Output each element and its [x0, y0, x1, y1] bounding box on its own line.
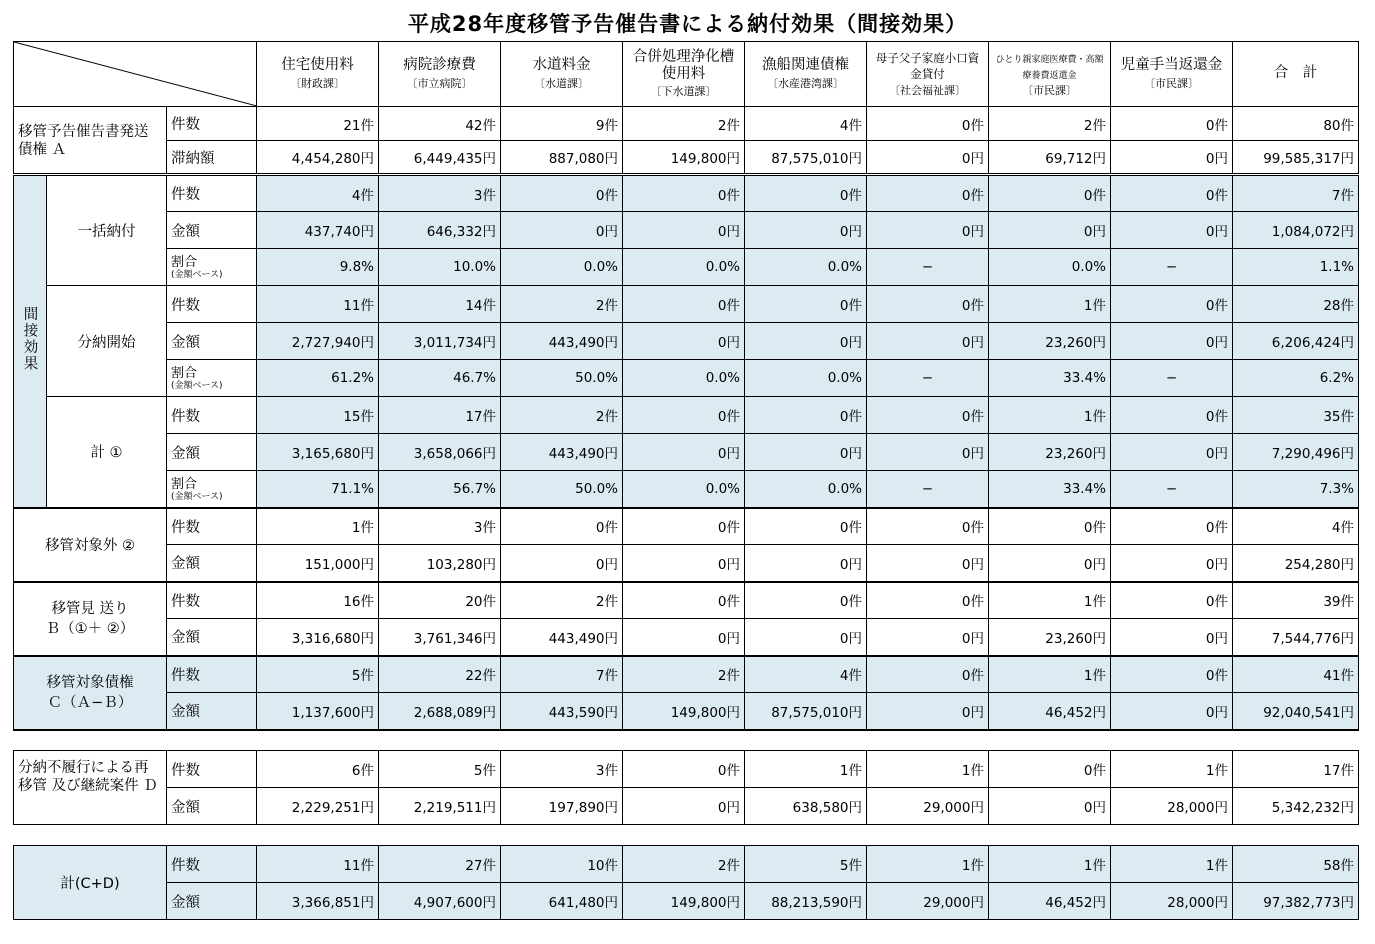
cell: 0円 [1111, 323, 1233, 360]
cell: 638,580円 [745, 788, 867, 825]
total-cd-label: 計(C+D) [14, 846, 167, 920]
cell: 3,316,680円 [257, 619, 379, 656]
cell: 0.0% [623, 360, 745, 397]
col-header-0: 住宅使用料 〔財政課〕 [257, 42, 379, 107]
lump-count-row [14, 175, 1359, 212]
cell: 0円 [989, 545, 1111, 582]
cell: 0.0% [989, 249, 1111, 286]
cell: 2,229,251円 [257, 788, 379, 825]
cell: 0円 [623, 323, 745, 360]
col-header-total: 合 計 [1233, 42, 1359, 107]
cell: 1件 [989, 397, 1111, 434]
cell-total: 39件 [1233, 582, 1359, 619]
row-label-amount: 金額 [167, 788, 257, 825]
cell: 0件 [745, 582, 867, 619]
row-label-amount: 金額 [167, 434, 257, 471]
cell: 1件 [989, 286, 1111, 323]
row-label-count: 件数 [167, 846, 257, 883]
cell: 3件 [501, 751, 623, 788]
main-table [13, 41, 1359, 731]
cell-total: 92,040,541円 [1233, 693, 1359, 730]
cell: 0件 [1111, 107, 1233, 141]
cell: 1件 [989, 656, 1111, 693]
cell: 69,712円 [989, 141, 1111, 175]
cell-total: 17件 [1233, 751, 1359, 788]
cell: 0件 [867, 582, 989, 619]
row-label-ratio: 割合 (金額ベース) [167, 360, 257, 397]
cell: 0円 [867, 693, 989, 730]
cell-total: 7件 [1233, 175, 1359, 212]
cell: 2件 [623, 846, 745, 883]
c-amount-row [14, 693, 1359, 730]
cell: 0件 [745, 286, 867, 323]
cell: − [1111, 471, 1233, 508]
cell: 5件 [257, 656, 379, 693]
cell: 0円 [867, 141, 989, 175]
cell: 0円 [989, 212, 1111, 249]
cell: 0件 [1111, 175, 1233, 212]
cell: 29,000円 [867, 788, 989, 825]
lump-ratio-row [14, 249, 1359, 286]
cell: 641,480円 [501, 883, 623, 920]
cell: 0円 [623, 434, 745, 471]
cell: 0.0% [623, 249, 745, 286]
cell: 4,907,600円 [379, 883, 501, 920]
cell: 2件 [501, 286, 623, 323]
t-amount-row [14, 883, 1359, 920]
cell: 7件 [501, 656, 623, 693]
cell: 0件 [867, 107, 989, 141]
cell: 87,575,010円 [745, 141, 867, 175]
cell: 71.1% [257, 471, 379, 508]
cell-total: 7.3% [1233, 471, 1359, 508]
inst-amount-row [14, 323, 1359, 360]
cell: 1件 [989, 582, 1111, 619]
cell: 2件 [501, 582, 623, 619]
col-header-4: 漁船関連債権 〔水産港湾課〕 [745, 42, 867, 107]
cell: 5件 [745, 846, 867, 883]
b-amount-row [14, 619, 1359, 656]
cell: 23,260円 [989, 434, 1111, 471]
cell: 0件 [745, 175, 867, 212]
cell-total: 80件 [1233, 107, 1359, 141]
cell: 9.8% [257, 249, 379, 286]
cell-total: 6.2% [1233, 360, 1359, 397]
cell: 151,000円 [257, 545, 379, 582]
cell: 0円 [1111, 212, 1233, 249]
cell: 4件 [745, 656, 867, 693]
cell: 15件 [257, 397, 379, 434]
cell: 2件 [623, 107, 745, 141]
cell: 0円 [745, 545, 867, 582]
header-row [14, 42, 1359, 107]
cell: 0件 [745, 397, 867, 434]
cell: 0円 [745, 434, 867, 471]
cell: 0円 [745, 619, 867, 656]
cell: 0件 [989, 175, 1111, 212]
cell: 0円 [1111, 693, 1233, 730]
a-count-row [14, 107, 1359, 141]
cell-total: 41件 [1233, 656, 1359, 693]
cell: 0件 [1111, 656, 1233, 693]
cell: 50.0% [501, 360, 623, 397]
cell: 3件 [379, 175, 501, 212]
cell: 0円 [501, 212, 623, 249]
cell: 1件 [1111, 751, 1233, 788]
cell: 0.0% [623, 471, 745, 508]
cell: 5件 [379, 751, 501, 788]
cell: 103,280円 [379, 545, 501, 582]
cell: 443,590円 [501, 693, 623, 730]
cell: 42件 [379, 107, 501, 141]
col-header-7: 児童手当返還金 〔市民課〕 [1111, 42, 1233, 107]
cell: 0件 [989, 751, 1111, 788]
cell: 22件 [379, 656, 501, 693]
cell: 0円 [745, 212, 867, 249]
cell: 46,452円 [989, 883, 1111, 920]
cell-total: 7,544,776円 [1233, 619, 1359, 656]
a-arrears-row [14, 141, 1359, 175]
cell: 0円 [1111, 141, 1233, 175]
col-header-5: 母子父子家庭小口資金貸付 〔社会福祉課〕 [867, 42, 989, 107]
cell: 0件 [623, 175, 745, 212]
cell: 9件 [501, 107, 623, 141]
col-header-6: ひとり親家庭医療費・高額療養費返還金 〔市民課〕 [989, 42, 1111, 107]
cell: 2,727,940円 [257, 323, 379, 360]
row-label-count: 件数 [167, 175, 257, 212]
cell: 0.0% [745, 471, 867, 508]
cell: 149,800円 [623, 883, 745, 920]
row-label-ratio: 割合 (金額ベース) [167, 249, 257, 286]
cell: 149,800円 [623, 693, 745, 730]
section-d-label: 分納不履行による再移管 及び継続案件 Ｄ [14, 751, 167, 825]
t-count-row [14, 846, 1359, 883]
cell: 11件 [257, 846, 379, 883]
cell: 0円 [867, 212, 989, 249]
cell: 2,688,089円 [379, 693, 501, 730]
col-header-2: 水道料金 〔水道課〕 [501, 42, 623, 107]
cell: 1件 [989, 846, 1111, 883]
cell-total: 4件 [1233, 508, 1359, 545]
cell: 437,740円 [257, 212, 379, 249]
cell: 0円 [1111, 434, 1233, 471]
cell: 149,800円 [623, 141, 745, 175]
cell: 27件 [379, 846, 501, 883]
cell: 2件 [623, 656, 745, 693]
row-label-count: 件数 [167, 397, 257, 434]
lump-label: 一括納付 [47, 175, 167, 286]
cell: 0円 [745, 323, 867, 360]
row-label-count: 件数 [167, 751, 257, 788]
row-label-amount: 金額 [167, 545, 257, 582]
cell: 0円 [867, 619, 989, 656]
target-c-label: 移管対象債権 Ｃ（Ａ−Ｂ） [14, 656, 167, 730]
cell-total: 7,290,496円 [1233, 434, 1359, 471]
cell: 0円 [623, 619, 745, 656]
defer-b-label: 移管見 送り Ｂ（①＋ ②） [14, 582, 167, 656]
cell: 0件 [867, 508, 989, 545]
cell: 6件 [257, 751, 379, 788]
cell: 3,011,734円 [379, 323, 501, 360]
cell: 23,260円 [989, 619, 1111, 656]
cell: 0円 [1111, 545, 1233, 582]
cell: 0円 [623, 212, 745, 249]
cell: 0件 [1111, 508, 1233, 545]
cell-total: 28件 [1233, 286, 1359, 323]
c-count-row [14, 656, 1359, 693]
cell: 0件 [1111, 286, 1233, 323]
b-count-row [14, 582, 1359, 619]
cell: 1件 [867, 846, 989, 883]
cell: − [867, 471, 989, 508]
cell: − [1111, 360, 1233, 397]
cell: 46.7% [379, 360, 501, 397]
sum-count-row [14, 397, 1359, 434]
cell: 28,000円 [1111, 788, 1233, 825]
cell: 4,454,280円 [257, 141, 379, 175]
row-label-count: 件数 [167, 107, 257, 141]
indirect-effect-label: 間接効果 [14, 175, 47, 508]
cell: 33.4% [989, 360, 1111, 397]
cell: 0円 [989, 788, 1111, 825]
cell-total: 97,382,773円 [1233, 883, 1359, 920]
cell: 3,761,346円 [379, 619, 501, 656]
sum-amount-row [14, 434, 1359, 471]
cell: 10件 [501, 846, 623, 883]
sum1-label: 計 ① [47, 397, 167, 508]
row-label-ratio: 割合 (金額ベース) [167, 471, 257, 508]
cell: 56.7% [379, 471, 501, 508]
cell: 61.2% [257, 360, 379, 397]
row-label-count: 件数 [167, 286, 257, 323]
cell: 0円 [1111, 619, 1233, 656]
row-label-arrears: 滞納額 [167, 141, 257, 175]
cell: − [867, 249, 989, 286]
cell: 1件 [257, 508, 379, 545]
cell: 1件 [1111, 846, 1233, 883]
cell: 0件 [623, 751, 745, 788]
cell: 20件 [379, 582, 501, 619]
lump-amount-row [14, 212, 1359, 249]
cell: 0円 [867, 545, 989, 582]
cell: 0件 [867, 286, 989, 323]
cell: 0件 [867, 656, 989, 693]
cell: 88,213,590円 [745, 883, 867, 920]
table-total-cd [13, 845, 1359, 920]
cell: 0円 [867, 323, 989, 360]
cell: 17件 [379, 397, 501, 434]
cell: 0件 [867, 175, 989, 212]
cell: 0件 [1111, 397, 1233, 434]
cell: 0円 [501, 545, 623, 582]
cell-total: 1.1% [1233, 249, 1359, 286]
cell-total: 35件 [1233, 397, 1359, 434]
cell: − [1111, 249, 1233, 286]
row-label-amount: 金額 [167, 883, 257, 920]
row-label-amount: 金額 [167, 693, 257, 730]
cell: 29,000円 [867, 883, 989, 920]
cell: − [867, 360, 989, 397]
cell-total: 99,585,317円 [1233, 141, 1359, 175]
cell-total: 1,084,072円 [1233, 212, 1359, 249]
cell: 197,890円 [501, 788, 623, 825]
d-count-row [14, 751, 1359, 788]
cell: 443,490円 [501, 323, 623, 360]
cell: 0件 [501, 175, 623, 212]
excluded-label: 移管対象外 ② [14, 508, 167, 582]
cell: 443,490円 [501, 434, 623, 471]
ex-count-row [14, 508, 1359, 545]
d-amount-row [14, 788, 1359, 825]
cell: 0件 [745, 508, 867, 545]
cell: 50.0% [501, 471, 623, 508]
row-label-count: 件数 [167, 656, 257, 693]
cell-total: 254,280円 [1233, 545, 1359, 582]
cell-total: 5,342,232円 [1233, 788, 1359, 825]
cell: 28,000円 [1111, 883, 1233, 920]
cell: 0件 [623, 508, 745, 545]
cell: 3件 [379, 508, 501, 545]
cell: 2件 [989, 107, 1111, 141]
cell: 14件 [379, 286, 501, 323]
cell: 1,137,600円 [257, 693, 379, 730]
install-label: 分納開始 [47, 286, 167, 397]
cell: 0.0% [745, 360, 867, 397]
inst-ratio-row [14, 360, 1359, 397]
row-label-amount: 金額 [167, 323, 257, 360]
cell: 87,575,010円 [745, 693, 867, 730]
col-header-1: 病院診療費 〔市立病院〕 [379, 42, 501, 107]
cell: 46,452円 [989, 693, 1111, 730]
section-a-label: 移管予告催告書発送債権 Ａ [14, 107, 167, 175]
cell-total: 6,206,424円 [1233, 323, 1359, 360]
cell: 0件 [1111, 582, 1233, 619]
cell: 4件 [257, 175, 379, 212]
cell: 0.0% [501, 249, 623, 286]
cell: 23,260円 [989, 323, 1111, 360]
cell: 0件 [623, 397, 745, 434]
cell: 1件 [745, 751, 867, 788]
diagonal-header-cell [14, 42, 257, 107]
cell: 0件 [989, 508, 1111, 545]
row-label-amount: 金額 [167, 619, 257, 656]
cell: 0円 [623, 545, 745, 582]
cell: 0.0% [745, 249, 867, 286]
cell: 4件 [745, 107, 867, 141]
cell: 10.0% [379, 249, 501, 286]
page-title: 平成28年度移管予告催告書による納付効果（間接効果） [407, 12, 968, 36]
cell: 11件 [257, 286, 379, 323]
cell: 21件 [257, 107, 379, 141]
cell: 33.4% [989, 471, 1111, 508]
cell: 887,080円 [501, 141, 623, 175]
cell-total: 58件 [1233, 846, 1359, 883]
cell: 3,366,851円 [257, 883, 379, 920]
inst-count-row [14, 286, 1359, 323]
row-label-count: 件数 [167, 582, 257, 619]
cell: 0円 [867, 434, 989, 471]
cell: 2,219,511円 [379, 788, 501, 825]
cell: 0件 [501, 508, 623, 545]
cell: 3,165,680円 [257, 434, 379, 471]
cell: 646,332円 [379, 212, 501, 249]
cell: 0件 [867, 397, 989, 434]
cell: 443,490円 [501, 619, 623, 656]
sum-ratio-row [14, 471, 1359, 508]
cell: 2件 [501, 397, 623, 434]
cell: 16件 [257, 582, 379, 619]
col-header-3: 合併処理浄化槽使用料 〔下水道課〕 [623, 42, 745, 107]
cell: 0件 [623, 286, 745, 323]
cell: 3,658,066円 [379, 434, 501, 471]
cell: 1件 [867, 751, 989, 788]
cell: 6,449,435円 [379, 141, 501, 175]
cell: 0円 [623, 788, 745, 825]
ex-amount-row [14, 545, 1359, 582]
table-d [13, 750, 1359, 825]
row-label-count: 件数 [167, 508, 257, 545]
cell: 0件 [623, 582, 745, 619]
row-label-amount: 金額 [167, 212, 257, 249]
diagonal-line [14, 42, 257, 106]
